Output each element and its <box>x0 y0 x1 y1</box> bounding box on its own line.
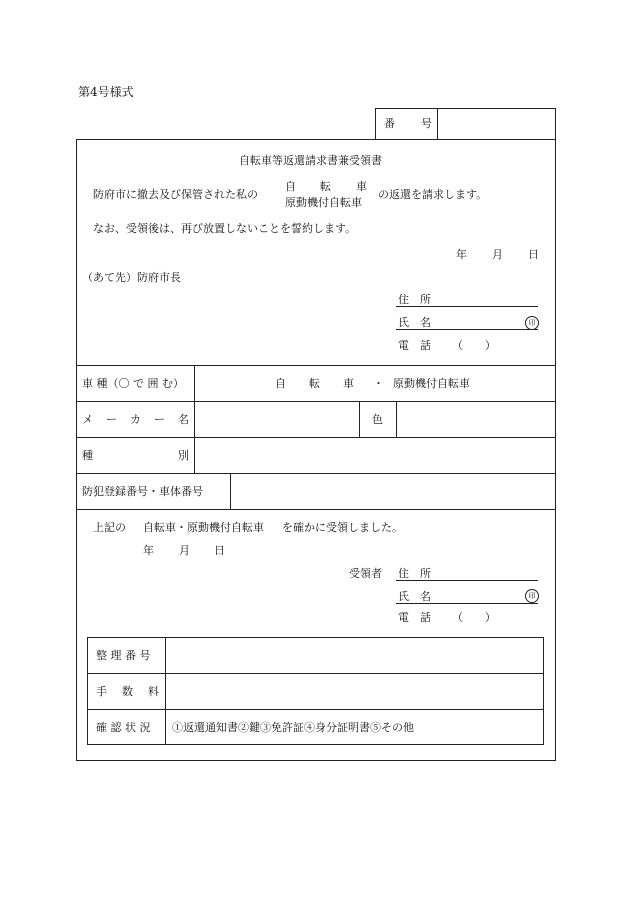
receiver-address-line[interactable] <box>396 580 538 581</box>
applicant-name-line[interactable] <box>396 329 538 330</box>
office-table-row-1 <box>87 673 544 674</box>
number-value[interactable] <box>445 118 545 132</box>
request-tail: の返還を請求します。 <box>378 188 488 201</box>
date-day-label: 日 <box>528 248 539 261</box>
vehicle-type-opt-moped[interactable]: 原動機付自転車 <box>393 377 470 390</box>
row-divider-5 <box>76 509 556 510</box>
applicant-address-line[interactable] <box>396 306 538 307</box>
receipt-day-label: 日 <box>214 544 225 557</box>
form-number: 第4号様式 <box>78 85 134 99</box>
receiver-seal-icon: 印 <box>525 589 539 603</box>
col-divider-vehicle <box>194 365 195 473</box>
applicant-phone-label-a: 電 <box>398 339 409 352</box>
receiver-phone-parens[interactable]: （ ） <box>452 611 496 624</box>
row-divider-1 <box>76 365 556 366</box>
receiver-phone-label-b: 話 <box>420 611 431 624</box>
applicant-address-label-a: 住 <box>398 293 409 306</box>
pledge-text: なお、受領後は、再び放置しないことを誓約します。 <box>93 222 357 235</box>
vehicle-type-label: 車 種（〇 で 囲 む） <box>82 377 184 390</box>
office-fee-label-a: 手 <box>96 685 107 698</box>
vehicle-type-opt-c[interactable]: 車 <box>343 377 354 390</box>
receiver-name-label-a: 氏 <box>398 590 409 603</box>
addressee: （あて先）防府市長 <box>82 271 181 284</box>
applicant-phone-label-b: 話 <box>420 339 431 352</box>
applicant-name-label-a: 氏 <box>398 316 409 329</box>
receiver-address-label-b: 所 <box>420 567 431 580</box>
receiver-address-label-a: 住 <box>398 567 409 580</box>
registration-label: 防犯登録番号・車体番号 <box>82 485 203 498</box>
form-title: 自転車等返還請求書兼受領書 <box>239 154 382 167</box>
number-label-left: 番 <box>384 117 395 130</box>
number-box-divider <box>437 108 438 140</box>
receipt-year-label: 年 <box>143 544 154 557</box>
receipt-month-label: 月 <box>179 544 190 557</box>
receipt-sentence-a: 上記の <box>93 521 126 534</box>
request-lead: 防府市に撤去及び保管された私の <box>93 188 258 201</box>
office-table-row-2 <box>87 709 544 710</box>
request-vehicle-1c: 車 <box>356 180 367 193</box>
kind-label-b: 別 <box>178 449 189 462</box>
date-year-label: 年 <box>456 248 467 261</box>
office-check-items[interactable]: ①返還通知書②鍵③免許証④身分証明書⑤その他 <box>172 721 414 734</box>
receiver-label: 受領者 <box>349 567 382 580</box>
applicant-name-label-b: 名 <box>420 316 431 329</box>
receipt-sentence-c: を確かに受領しました。 <box>282 521 403 534</box>
office-check-label: 確 認 状 況 <box>96 721 151 734</box>
request-vehicle-1a: 自 <box>285 180 296 193</box>
row-divider-4 <box>76 473 556 474</box>
maker-label-3: カ <box>130 413 141 426</box>
col-divider-color-left <box>359 401 360 437</box>
applicant-address-label-b: 所 <box>420 293 431 306</box>
receiver-name-line[interactable] <box>396 603 538 604</box>
color-label: 色 <box>372 413 383 426</box>
applicant-seal-icon: 印 <box>525 316 539 330</box>
office-fee-label-c: 料 <box>148 685 159 698</box>
applicant-phone-parens[interactable]: （ ） <box>452 339 496 352</box>
number-label-right: 号 <box>421 117 432 130</box>
vehicle-type-sep: ・ <box>373 377 384 390</box>
vehicle-type-opt-b[interactable]: 転 <box>309 377 320 390</box>
maker-label-1: メ <box>82 413 93 426</box>
office-serial-label: 整 理 番 号 <box>96 649 151 662</box>
kind-label-a: 種 <box>82 449 93 462</box>
request-vehicle-1b: 転 <box>320 180 331 193</box>
date-month-label: 月 <box>492 248 503 261</box>
request-vehicle-2: 原動機付自転車 <box>285 196 362 209</box>
row-divider-3 <box>76 437 556 438</box>
maker-label-4: ー <box>154 413 165 426</box>
col-divider-color-right <box>396 401 397 437</box>
receipt-sentence-b: 自転車・原動機付自転車 <box>143 521 264 534</box>
receiver-phone-label-a: 電 <box>398 611 409 624</box>
receiver-name-label-b: 名 <box>420 590 431 603</box>
row-divider-2 <box>76 401 556 402</box>
maker-label-2: ー <box>106 413 117 426</box>
col-divider-reg <box>230 473 231 509</box>
maker-label-5: 名 <box>178 413 189 426</box>
office-fee-label-b: 数 <box>122 685 133 698</box>
office-table-col <box>165 637 166 745</box>
vehicle-type-opt-a[interactable]: 自 <box>275 377 286 390</box>
